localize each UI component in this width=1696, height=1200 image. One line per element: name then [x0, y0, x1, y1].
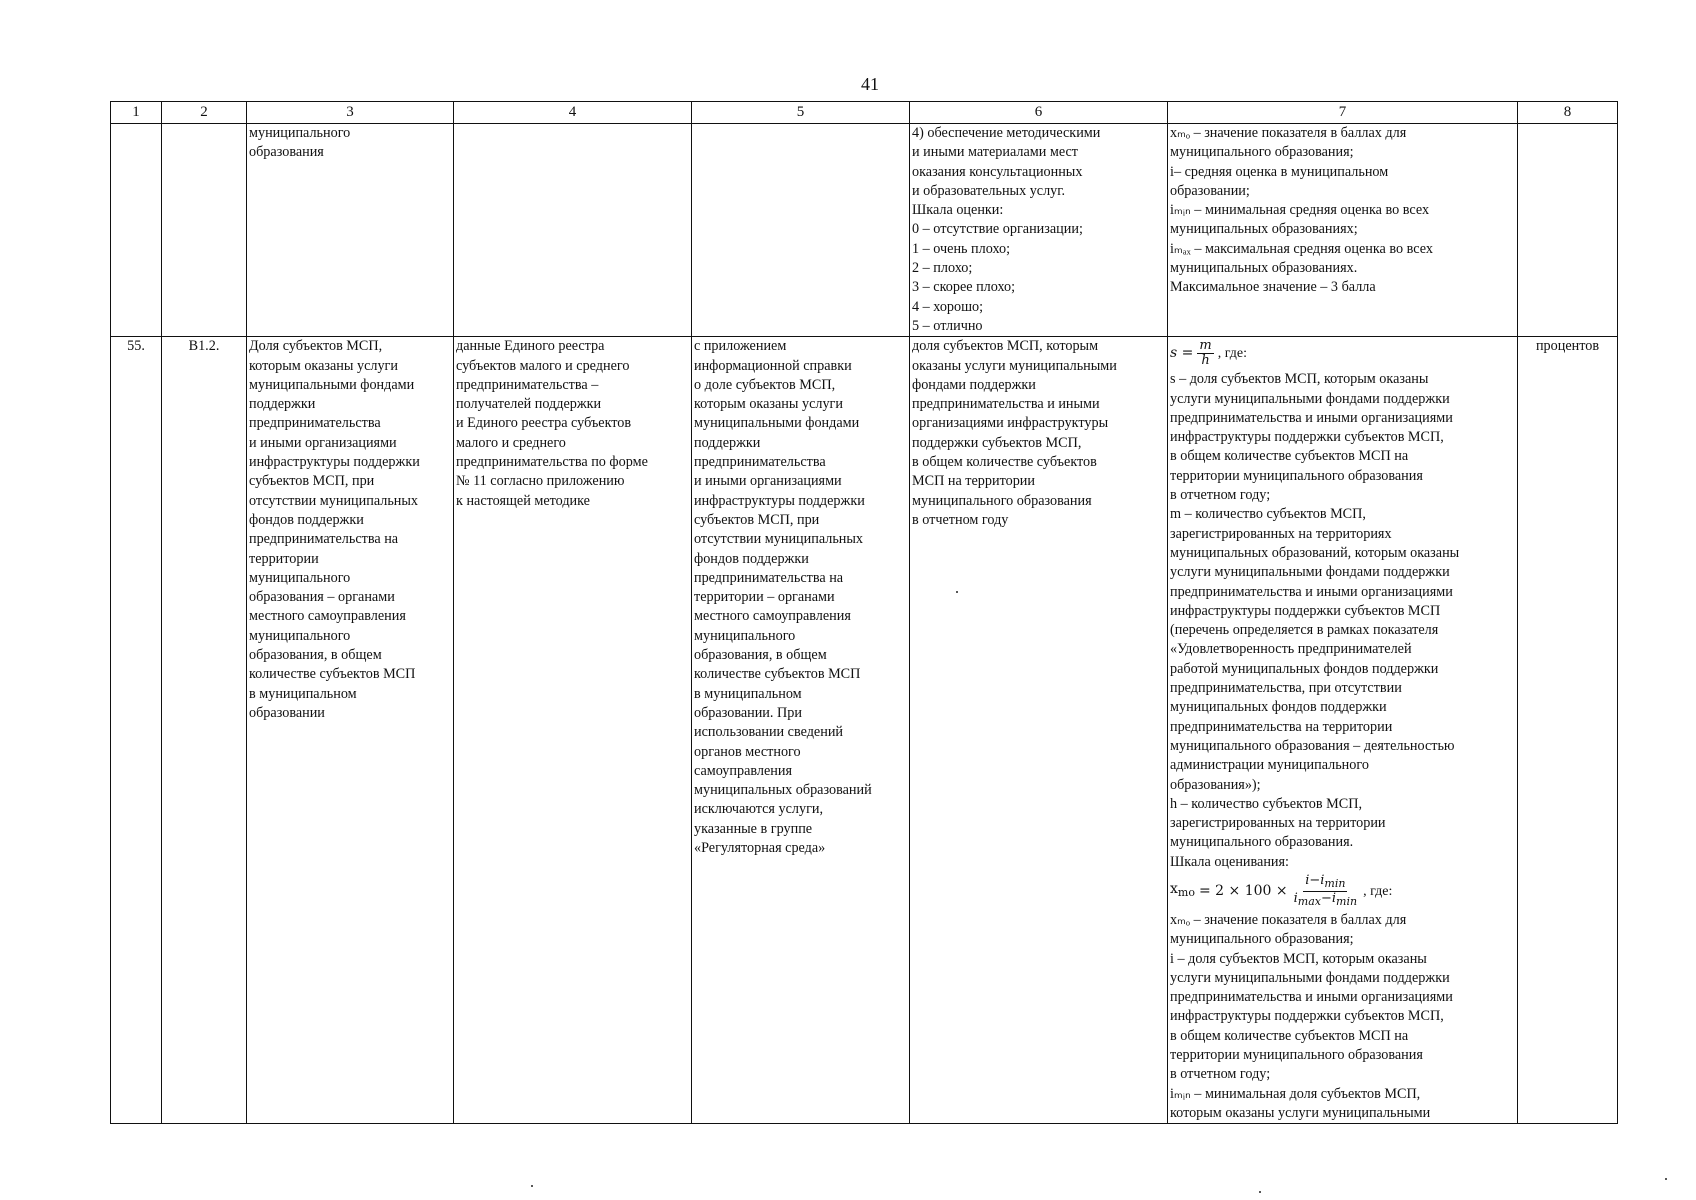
text-line: территории — [249, 550, 319, 567]
text-line: 0 – отсутствие организации; — [912, 221, 1083, 238]
text-line: поддержки субъектов МСП, — [912, 434, 1082, 451]
text-line: образования – органами — [249, 589, 395, 606]
text-line: о доле субъектов МСП, — [694, 376, 836, 393]
formula-share-lhs: s = — [1170, 345, 1194, 362]
text-line: инфраструктуры поддержки субъектов МСП, — [1170, 429, 1444, 446]
text-line: образования — [249, 144, 324, 161]
text-line: iₘᵢₙ – минимальная средняя оценка во всех — [1170, 202, 1430, 219]
text-line: в муниципальном — [249, 685, 357, 702]
text-line: МСП на территории — [912, 473, 1035, 490]
formula-score-mid: = 2 × 100 × — [1198, 882, 1288, 899]
text-line: которым оказаны услуги — [249, 357, 398, 374]
text-line: субъектов МСП, при — [694, 511, 820, 528]
header-cell-4: 4 — [454, 102, 692, 124]
text-line: субъектов МСП, при — [249, 473, 375, 490]
table-row-55 — [111, 337, 1618, 1124]
formula-explanation-1 — [1170, 370, 1515, 872]
text-line: муниципальных образованиях; — [1170, 221, 1358, 238]
text-line: количестве субъектов МСП — [249, 666, 416, 683]
text-line: муниципальных образований, которым оказаны — [1170, 544, 1460, 561]
text-line: инфраструктуры поддержки субъектов МСП, — [1170, 1008, 1444, 1025]
row-number: 55. — [111, 337, 162, 1124]
text-line: услуги муниципальными фондами поддержки — [1170, 390, 1450, 407]
text-line: местного самоуправления — [249, 608, 406, 625]
text-line: в муниципальном — [694, 685, 802, 702]
text-line: i– средняя оценка в муниципальном — [1170, 163, 1389, 180]
text-line: предпринимательства и иными — [912, 396, 1100, 413]
text-line: в отчетном году — [912, 511, 1009, 528]
text-line: работой муниципальных фондов поддержки — [1170, 660, 1439, 677]
page-number: 41 — [861, 74, 879, 94]
text-line: образования, в общем — [694, 647, 827, 664]
text-line: 5 – отлично — [912, 317, 983, 334]
text-line: предпринимательства на — [249, 531, 399, 548]
text-line: муниципального образования — [912, 492, 1092, 509]
formula-share-numerator: m — [1199, 338, 1212, 354]
text-line: и иными организациями — [249, 434, 397, 451]
header-cell-7: 7 — [1168, 102, 1518, 124]
text-line: муниципального — [249, 627, 351, 644]
text-line: отсутствии муниципальных — [249, 492, 419, 509]
attachment-cell — [692, 337, 910, 1124]
text-line: «Регуляторная среда» — [694, 839, 826, 856]
text-line: указанные в группе — [694, 820, 813, 837]
scan-speck — [1259, 1191, 1261, 1193]
text-line: органов местного — [694, 743, 801, 760]
text-line: фондов поддержки — [694, 550, 809, 567]
text-line: малого и среднего — [456, 434, 566, 451]
text-line: самоуправления — [694, 762, 792, 779]
text-line: предпринимательства на территории — [1170, 718, 1393, 735]
text-line: Шкала оценки: — [912, 202, 1004, 219]
cont-cell-2 — [162, 124, 247, 337]
text-line: муниципальными фондами — [249, 376, 415, 393]
text-line: xₘₒ – значение показателя в баллах для — [1170, 125, 1407, 141]
text-line: зарегистрированных на территории — [1170, 815, 1386, 832]
text-line: m – количество субъектов МСП, — [1170, 506, 1366, 523]
header-cell-6: 6 — [910, 102, 1168, 124]
formula-score-lhs: $x_{mo}$ — [1170, 881, 1195, 900]
formula-share — [1170, 337, 1515, 370]
text-line: информационной справки — [694, 357, 852, 374]
header-cell-5: 5 — [692, 102, 910, 124]
text-line: зарегистрированных на территориях — [1170, 525, 1392, 542]
formula-cell — [1168, 337, 1518, 1124]
text-line: услуги муниципальными фондами поддержки — [1170, 969, 1450, 986]
cont-cell-5 — [692, 124, 910, 337]
scan-speck — [1665, 1178, 1667, 1180]
text-line: поддержки — [249, 396, 316, 413]
cont-cell-8 — [1518, 124, 1618, 337]
text-line: муниципального — [694, 627, 796, 644]
text-line: 4) обеспечение методическими — [912, 125, 1101, 141]
text-line: и иными организациями — [694, 473, 842, 490]
text-line: предпринимательства, при отсутствии — [1170, 680, 1402, 697]
formula-share-denominator: h — [1201, 353, 1210, 369]
header-cell-1: 1 — [111, 102, 162, 124]
text-line: 1 – очень плохо; — [912, 240, 1011, 257]
text-line: образовании. При — [694, 704, 802, 721]
definition-cell — [910, 337, 1168, 1124]
text-line: (перечень определяется в рамках показателя — [1170, 622, 1439, 639]
text-line: администрации муниципального — [1170, 757, 1369, 774]
text-line: поддержки — [694, 434, 761, 451]
text-line: оказаны услуги муниципальными — [912, 357, 1117, 374]
text-line: муниципальными фондами — [694, 415, 860, 432]
header-row — [111, 102, 1618, 124]
text-line: «Удовлетворенность предпринимателей — [1170, 641, 1412, 658]
text-line: 4 – хорошо; — [912, 298, 984, 315]
cont-cell-3 — [247, 124, 454, 337]
text-line: в общем количестве субъектов МСП на — [1170, 448, 1409, 465]
text-line: образования»); — [1170, 776, 1261, 793]
text-line: Доля субъектов МСП, — [249, 338, 383, 355]
text-line: образовании — [249, 704, 325, 721]
text-line: доля субъектов МСП, которым — [912, 338, 1099, 355]
text-line: муниципального — [249, 125, 351, 141]
criteria-table — [110, 101, 1618, 1124]
text-line: и Единого реестра субъектов — [456, 415, 632, 432]
formula-share-fraction — [1197, 339, 1213, 368]
text-line: фондов поддержки — [249, 511, 364, 528]
text-line: i – доля субъектов МСП, которым оказаны — [1170, 950, 1427, 967]
text-line: образовании; — [1170, 182, 1250, 199]
text-line: в общем количестве субъектов МСП на — [1170, 1027, 1409, 1044]
text-line: инфраструктуры поддержки — [694, 492, 865, 509]
text-line: Максимальное значение – 3 балла — [1170, 279, 1376, 296]
text-line: предпринимательства и иными организациями — [1170, 409, 1453, 426]
text-line: муниципальных образованиях. — [1170, 260, 1358, 277]
text-line: территории муниципального образования — [1170, 467, 1423, 484]
text-line: получателей поддержки — [456, 396, 602, 413]
text-line: в отчетном году; — [1170, 487, 1271, 504]
text-line: № 11 согласно приложению — [456, 473, 625, 490]
text-line: и иными материалами мест — [912, 144, 1079, 161]
text-line: предпринимательства и иными организациями — [1170, 989, 1453, 1006]
formula-score-tail: , где: — [1363, 883, 1393, 899]
text-line: муниципального образования. — [1170, 834, 1354, 851]
formula-score-numerator: $i-i_{min}$ — [1305, 872, 1346, 890]
text-line: муниципальных образований — [694, 782, 872, 799]
text-line: iₘₐₓ – максимальная средняя оценка во всех — [1170, 240, 1433, 257]
header-cell-8: 8 — [1518, 102, 1618, 124]
cont-cell-7 — [1168, 124, 1518, 337]
text-line: с приложением — [694, 338, 787, 355]
text-line: услуги муниципальными фондами поддержки — [1170, 564, 1450, 581]
cont-cell-6 — [910, 124, 1168, 337]
formula-explanation-2 — [1170, 911, 1515, 1123]
header-cell-2: 2 — [162, 102, 247, 124]
text-line: муниципальных фондов поддержки — [1170, 699, 1387, 716]
text-line: муниципального образования – деятельностью — [1170, 737, 1455, 754]
text-line: муниципального образования; — [1170, 931, 1354, 948]
text-line: iₘᵢₙ – минимальная доля субъектов МСП, — [1170, 1085, 1421, 1102]
text-line: исключаются услуги, — [694, 801, 824, 818]
text-line: xₘₒ – значение показателя в баллах для — [1170, 911, 1407, 928]
text-line: Шкала оценивания: — [1170, 853, 1289, 870]
data-source-cell — [454, 337, 692, 1124]
text-line: местного самоуправления — [694, 608, 851, 625]
text-line: отсутствии муниципальных — [694, 531, 864, 548]
scan-speck — [531, 1185, 533, 1187]
cont-cell-4 — [454, 124, 692, 337]
indicator-name-cell — [247, 337, 454, 1124]
text-line: образования, в общем — [249, 647, 382, 664]
text-line: к настоящей методике — [456, 492, 590, 509]
header-cell-3: 3 — [247, 102, 454, 124]
text-line: организациями инфраструктуры — [912, 415, 1109, 432]
text-line: s – доля субъектов МСП, которым оказаны — [1170, 371, 1429, 388]
text-line: 3 – скорее плохо; — [912, 279, 1016, 296]
text-line: в отчетном году; — [1170, 1066, 1271, 1083]
text-line: территории – органами — [694, 589, 835, 606]
text-line: предпринимательства по форме — [456, 454, 648, 471]
text-line: использовании сведений — [694, 724, 844, 741]
unit-cell: процентов — [1518, 337, 1618, 1124]
text-line: инфраструктуры поддержки — [249, 454, 420, 471]
text-line: в общем количестве субъектов — [912, 454, 1097, 471]
formula-score — [1170, 872, 1515, 911]
text-line: данные Единого реестра — [456, 338, 605, 355]
text-line: предпринимательства — [694, 454, 826, 471]
text-line: и образовательных услуг. — [912, 182, 1066, 199]
text-line: количестве субъектов МСП — [694, 666, 861, 683]
text-line: территории муниципального образования — [1170, 1047, 1423, 1064]
formula-share-tail: , где: — [1217, 346, 1247, 362]
text-line: предпринимательства – — [456, 376, 599, 393]
scan-speck — [956, 591, 958, 593]
text-line: 2 – плохо; — [912, 260, 973, 277]
text-line: предпринимательства и иными организациями — [1170, 583, 1453, 600]
text-line: предпринимательства — [249, 415, 381, 432]
indicator-code: В1.2. — [162, 337, 247, 1124]
text-line: фондами поддержки — [912, 376, 1036, 393]
text-line: h – количество субъектов МСП, — [1170, 795, 1363, 812]
formula-score-denominator: $i_{max}-i_{min}$ — [1293, 890, 1358, 908]
text-line: которым оказаны услуги — [694, 396, 843, 413]
text-line: инфраструктуры поддержки субъектов МСП — [1170, 602, 1441, 619]
text-line: которым оказаны услуги муниципальными — [1170, 1104, 1431, 1121]
cont-cell-1 — [111, 124, 162, 337]
text-line: муниципального — [249, 569, 351, 586]
text-line: предпринимательства на — [694, 569, 844, 586]
text-line: субъектов малого и среднего — [456, 357, 630, 374]
text-line: муниципального образования; — [1170, 144, 1354, 161]
text-line: оказания консультационных — [912, 163, 1083, 180]
table-row-continuation — [111, 124, 1618, 337]
formula-score-fraction — [1292, 874, 1359, 909]
